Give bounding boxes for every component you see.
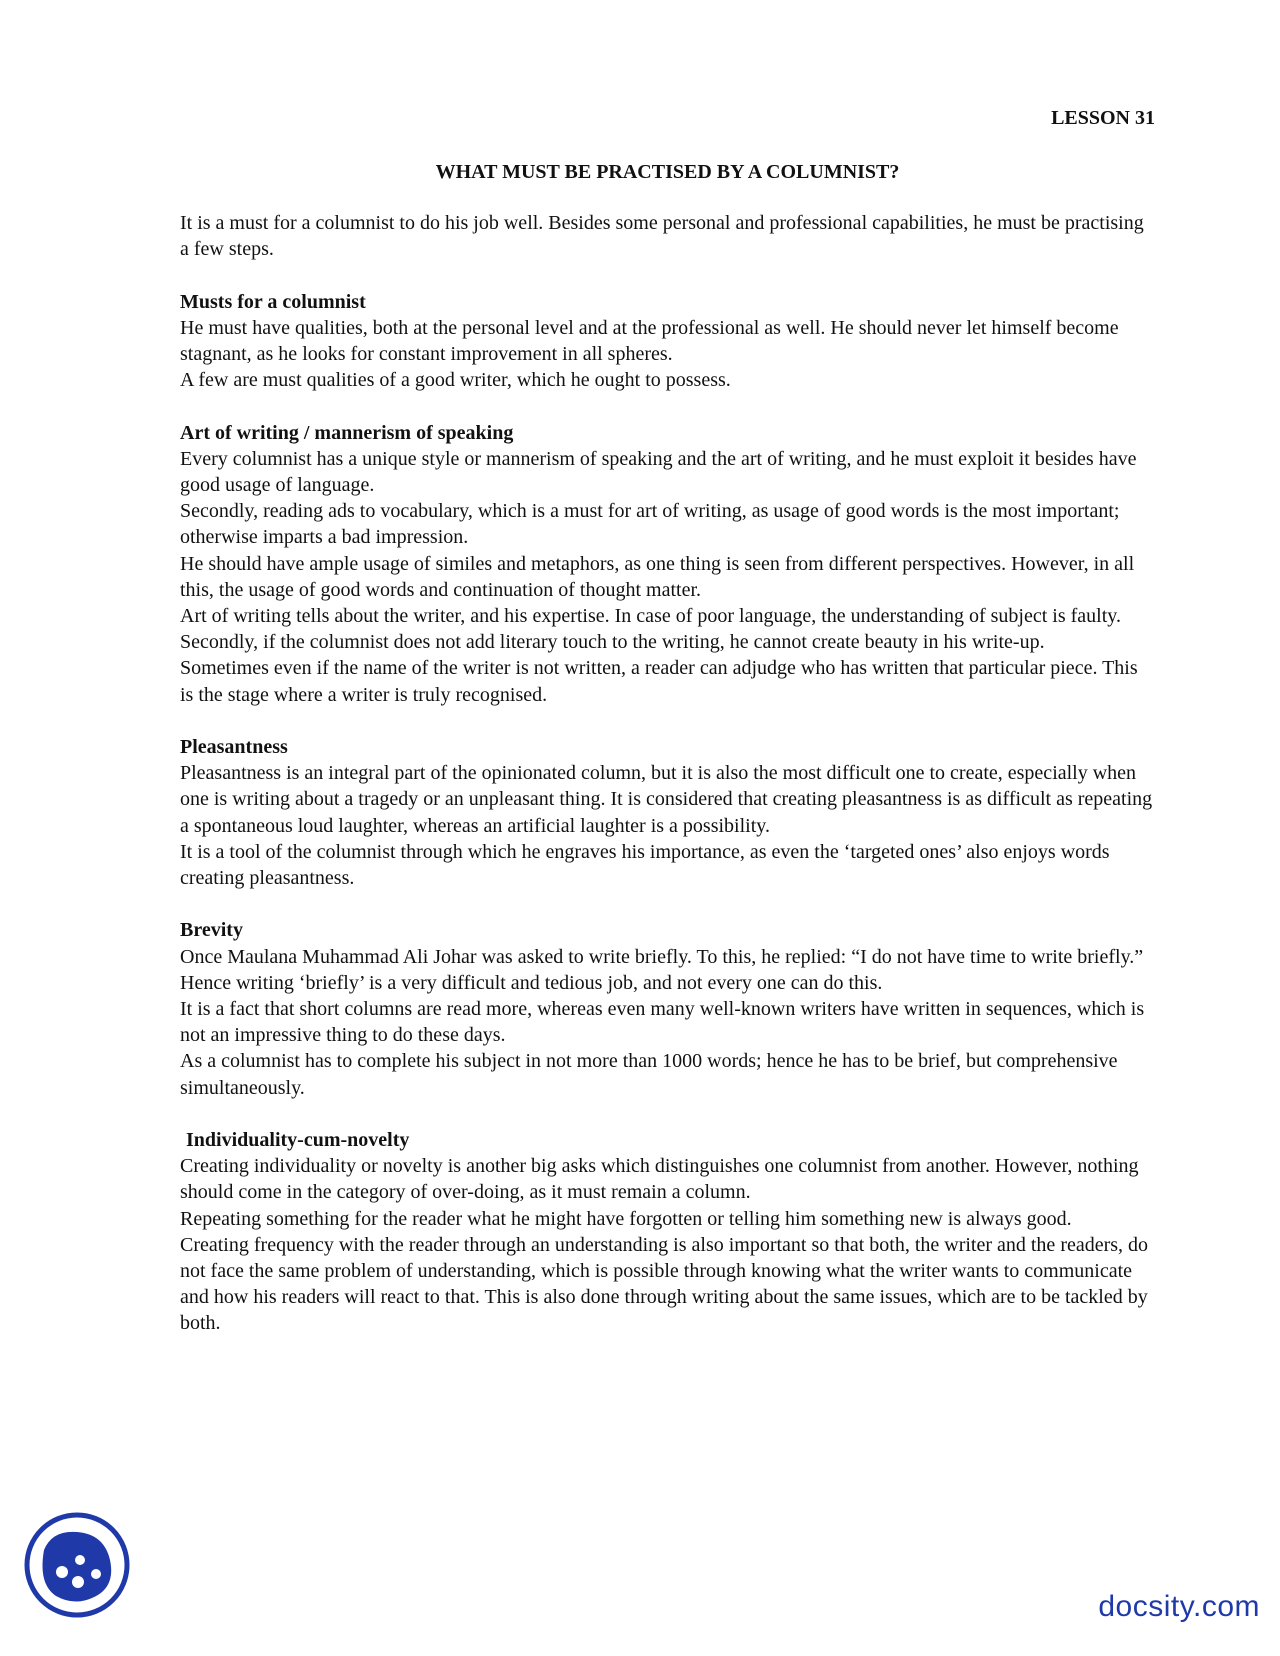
section-text: It is a tool of the columnist through which he engraves his importance, as even the ‘targeted ones’ also enjoys words creating pleasantness. [180, 840, 1110, 890]
section-text: It is a fact that short columns are read more, whereas even many well-known writers have written in sequences, which is not an impressive thing to do these days. [180, 998, 1145, 1047]
section-pleasantness [180, 734, 1155, 891]
section-text: Once Maulana Muhammad Ali Johar was asked to write briefly. To this, he replied: “I do not have time to write briefly.” Hence writing ‘briefly’ is a very difficult and tedious job, and not every one can do this. [180, 945, 1144, 994]
intro-paragraph [180, 210, 1155, 262]
page-title: WHAT MUST BE PRACTISED BY A COLUMNIST? [435, 161, 900, 183]
section-text: He should have ample usage of similes and metaphors, as one thing is seen from different perspectives. However, in all this, the usage of good words and continuation of thought matter. [180, 552, 1135, 601]
section-art-of-writing [180, 420, 1155, 708]
section-brevity [180, 917, 1155, 1100]
section-text: He must have qualities, both at the personal level and at the professional as well. He should never let himself become stagnant, as he looks for constant improvement in all spheres. [180, 316, 1119, 365]
section-text: Creating frequency with the reader through an understanding is also important so that both, the writer and the readers, do not face the same problem of understanding, which is possible through knowing what the writer wants to communicate and how his readers will react to that. This is also done through writing about the same issues, which are to be tackled by both. [180, 1233, 1149, 1335]
section-text: Sometimes even if the name of the writer is not written, a reader can adjudge who has written that particular piece. This is the stage where a writer is truly recognised. [180, 657, 1138, 706]
section-individuality [180, 1127, 1155, 1337]
section-heading: Pleasantness [180, 736, 288, 759]
section-text: Art of writing tells about the writer, and his expertise. In case of poor language, the understanding of subject is faulty. Secondly, if the columnist does not add literary touch to the writing, he cannot create beauty in his write-up. [180, 605, 1121, 654]
section-heading: Brevity [180, 919, 243, 942]
document-body [180, 210, 1155, 1363]
section-text: Repeating something for the reader what he might have forgotten or telling him something new is always good. [180, 1207, 1072, 1230]
section-musts [180, 289, 1155, 394]
section-text: Every columnist has a unique style or mannerism of speaking and the art of writing, and he must exploit it besides have good usage of language. [180, 447, 1137, 496]
section-text: Creating individuality or novelty is another big asks which distinguishes one columnist from another. However, nothing should come in the category of over-doing, as it must remain a column. [180, 1155, 1139, 1204]
docsity-logo-icon[interactable] [22, 1510, 132, 1620]
lesson-number: LESSON 31 [1051, 107, 1155, 129]
section-text: A few are must qualities of a good writer, which he ought to possess. [180, 369, 731, 392]
section-heading: Individuality-cum-novelty [186, 1129, 410, 1152]
section-text: Secondly, reading ads to vocabulary, which is a must for art of writing, as usage of good words is the most important; otherwise imparts a bad impression. [180, 500, 1120, 549]
intro-text: It is a must for a columnist to do his job well. Besides some personal and professional capabilities, he must be practising a few steps. [180, 212, 1144, 261]
section-heading: Art of writing / mannerism of speaking [180, 421, 514, 444]
section-text: As a columnist has to complete his subject in not more than 1000 words; hence he has to be brief, but comprehensive simultaneously. [180, 1050, 1118, 1099]
docsity-logo-graphic [22, 1510, 132, 1620]
section-text: Pleasantness is an integral part of the opinionated column, but it is also the most difficult one to create, especially when one is writing about a tragedy or an unpleasant thing. It is considered that creating pleasantness is as difficult as repeating a spontaneous loud laughter, whereas an artificial laughter is a possibility. [180, 762, 1153, 837]
section-heading: Musts for a columnist [180, 290, 366, 313]
brand-link[interactable]: docsity.com [1098, 1590, 1260, 1623]
